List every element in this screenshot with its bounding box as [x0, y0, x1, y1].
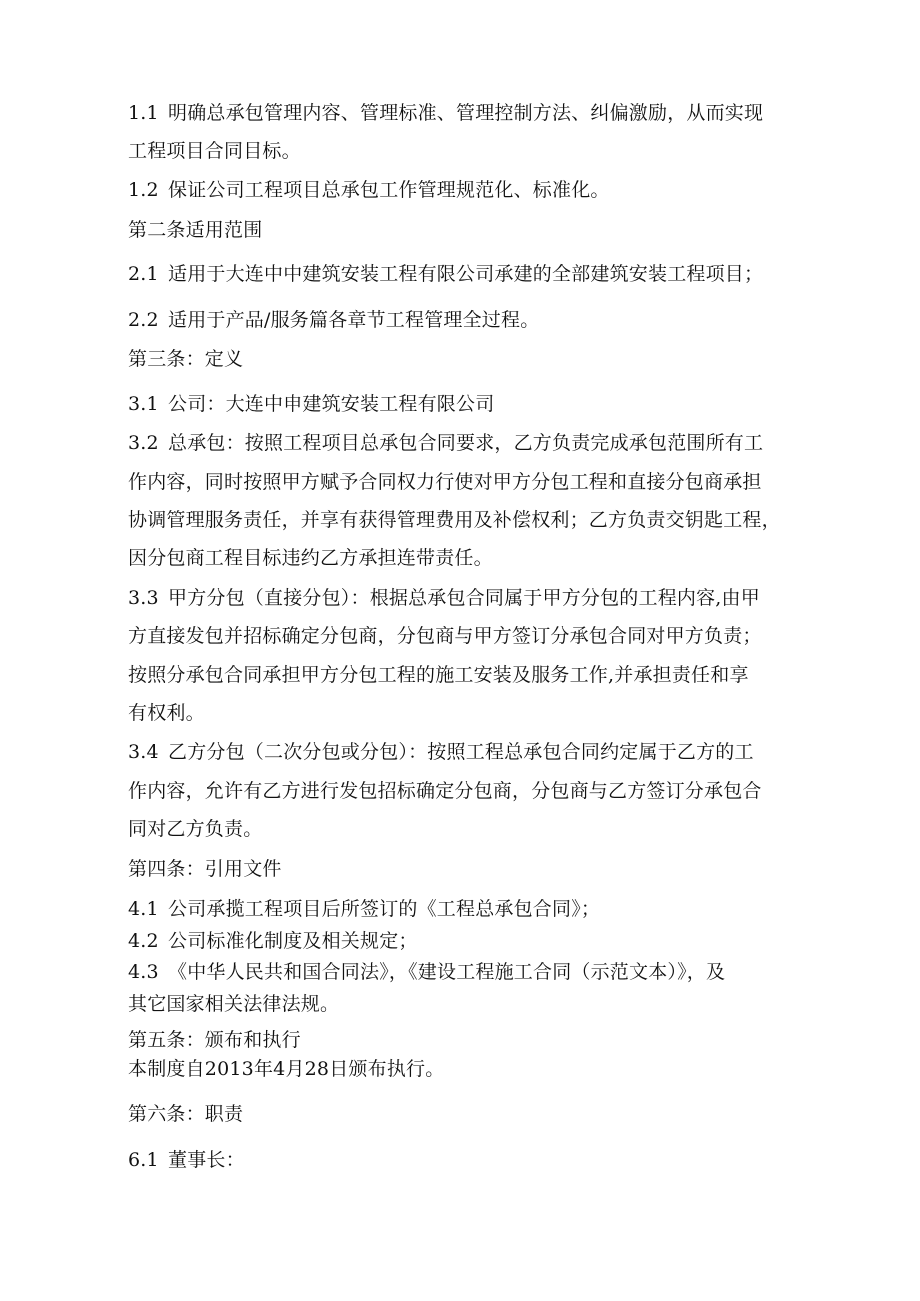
- clause-number: 4.3: [128, 961, 159, 983]
- clause-number: 3.2: [128, 432, 159, 454]
- clause-text: 公司：大连中申建筑安装工程有限公司: [168, 393, 495, 415]
- clause-number: 1.2: [128, 179, 159, 201]
- clause-3-3-line-4: 有权利。: [128, 702, 205, 724]
- clause-number: 2.2: [128, 309, 159, 331]
- clause-3-2-line-2: 作内容，同时按照甲方赋予合同权力行使对甲方分包工程和直接分包商承担: [128, 471, 762, 493]
- clause-text: 乙方分包（二次分包或分包）：按照工程总承包合同约定属于乙方的工: [168, 741, 754, 763]
- clause-text: 适用于产品/服务篇各章节工程管理全过程。: [168, 309, 540, 331]
- clause-1-1-line-1: [128, 101, 763, 125]
- clause-text: 公司标准化制度及相关规定；: [168, 930, 418, 952]
- clause-3-3-line-3: 按照分承包合同承担甲方分包工程的施工安装及服务工作,并承担责任和享: [128, 664, 749, 686]
- clause-3-3-line-1: [128, 586, 760, 610]
- clause-3-4-line-1: [128, 740, 754, 764]
- clause-text: 甲方分包（直接分包）：根据总承包合同属于甲方分包的工程内容,由甲: [168, 587, 760, 609]
- clause-1-1-line-2: 工程项目合同目标。: [128, 140, 301, 162]
- clause-1-2: [128, 178, 610, 202]
- clause-3-3-line-2: 方直接发包并招标确定分包商，分包商与甲方签订分承包合同对甲方负责；: [128, 625, 762, 647]
- clause-number: 3.3: [128, 587, 159, 609]
- clause-text: 保证公司工程项目总承包工作管理规范化、标准化。: [168, 179, 610, 201]
- clause-number: 3.4: [128, 741, 159, 763]
- clause-number: 6.1: [128, 1149, 159, 1171]
- clause-3-2-line-1: [128, 431, 763, 455]
- section-5-text: 本制度自2013年4月28日颁布执行。: [128, 1058, 445, 1080]
- section-5-heading: 第五条：颁布和执行: [128, 1029, 301, 1051]
- clause-6-1: [128, 1148, 245, 1172]
- clause-3-1: [128, 392, 494, 416]
- clause-number: 4.2: [128, 930, 159, 952]
- section-2-heading: 第二条适用范围: [128, 219, 263, 241]
- clause-number: 2.1: [128, 263, 159, 285]
- clause-3-2-line-3: 协调管理服务责任，并享有获得管理费用及补偿权利；乙方负责交钥匙工程，: [128, 509, 781, 531]
- clause-3-4-line-3: 同对乙方负责。: [128, 818, 263, 840]
- section-6-heading: 第六条：职责: [128, 1103, 244, 1125]
- clause-text: 《中华人民共和国合同法》，《建设工程施工合同（示范文本）》，及: [168, 961, 726, 983]
- clause-3-4-line-2: 作内容，允许有乙方进行发包招标确定分包商，分包商与乙方签订分承包合: [128, 780, 762, 802]
- clause-number: 3.1: [128, 393, 159, 415]
- section-4-heading: 第四条：引用文件: [128, 858, 282, 880]
- clause-text: 适用于大连中中建筑安装工程有限公司承建的全部建筑安装工程项目；: [168, 263, 764, 285]
- clause-text: 公司承揽工程项目后所签订的《工程总承包合同》；: [168, 898, 601, 920]
- clause-3-2-line-4: 因分包商工程目标违约乙方承担连带责任。: [128, 547, 493, 569]
- clause-number: 1.1: [128, 102, 159, 124]
- clause-4-3-line-2: 其它国家相关法律法规。: [128, 993, 340, 1015]
- clause-2-2: [128, 308, 539, 332]
- clause-4-2: [128, 929, 418, 953]
- clause-text: 总承包：按照工程项目总承包合同要求，乙方负责完成承包范围所有工: [168, 432, 764, 454]
- clause-text: 明确总承包管理内容、管理标准、管理控制方法、纠偏激励，从而实现: [168, 102, 764, 124]
- clause-4-3-line-1: [128, 960, 725, 984]
- clause-2-1: [128, 262, 763, 286]
- section-3-heading: 第三条：定义: [128, 348, 244, 370]
- clause-4-1: [128, 897, 600, 921]
- clause-text: 董事长：: [168, 1149, 245, 1171]
- clause-number: 4.1: [128, 898, 159, 920]
